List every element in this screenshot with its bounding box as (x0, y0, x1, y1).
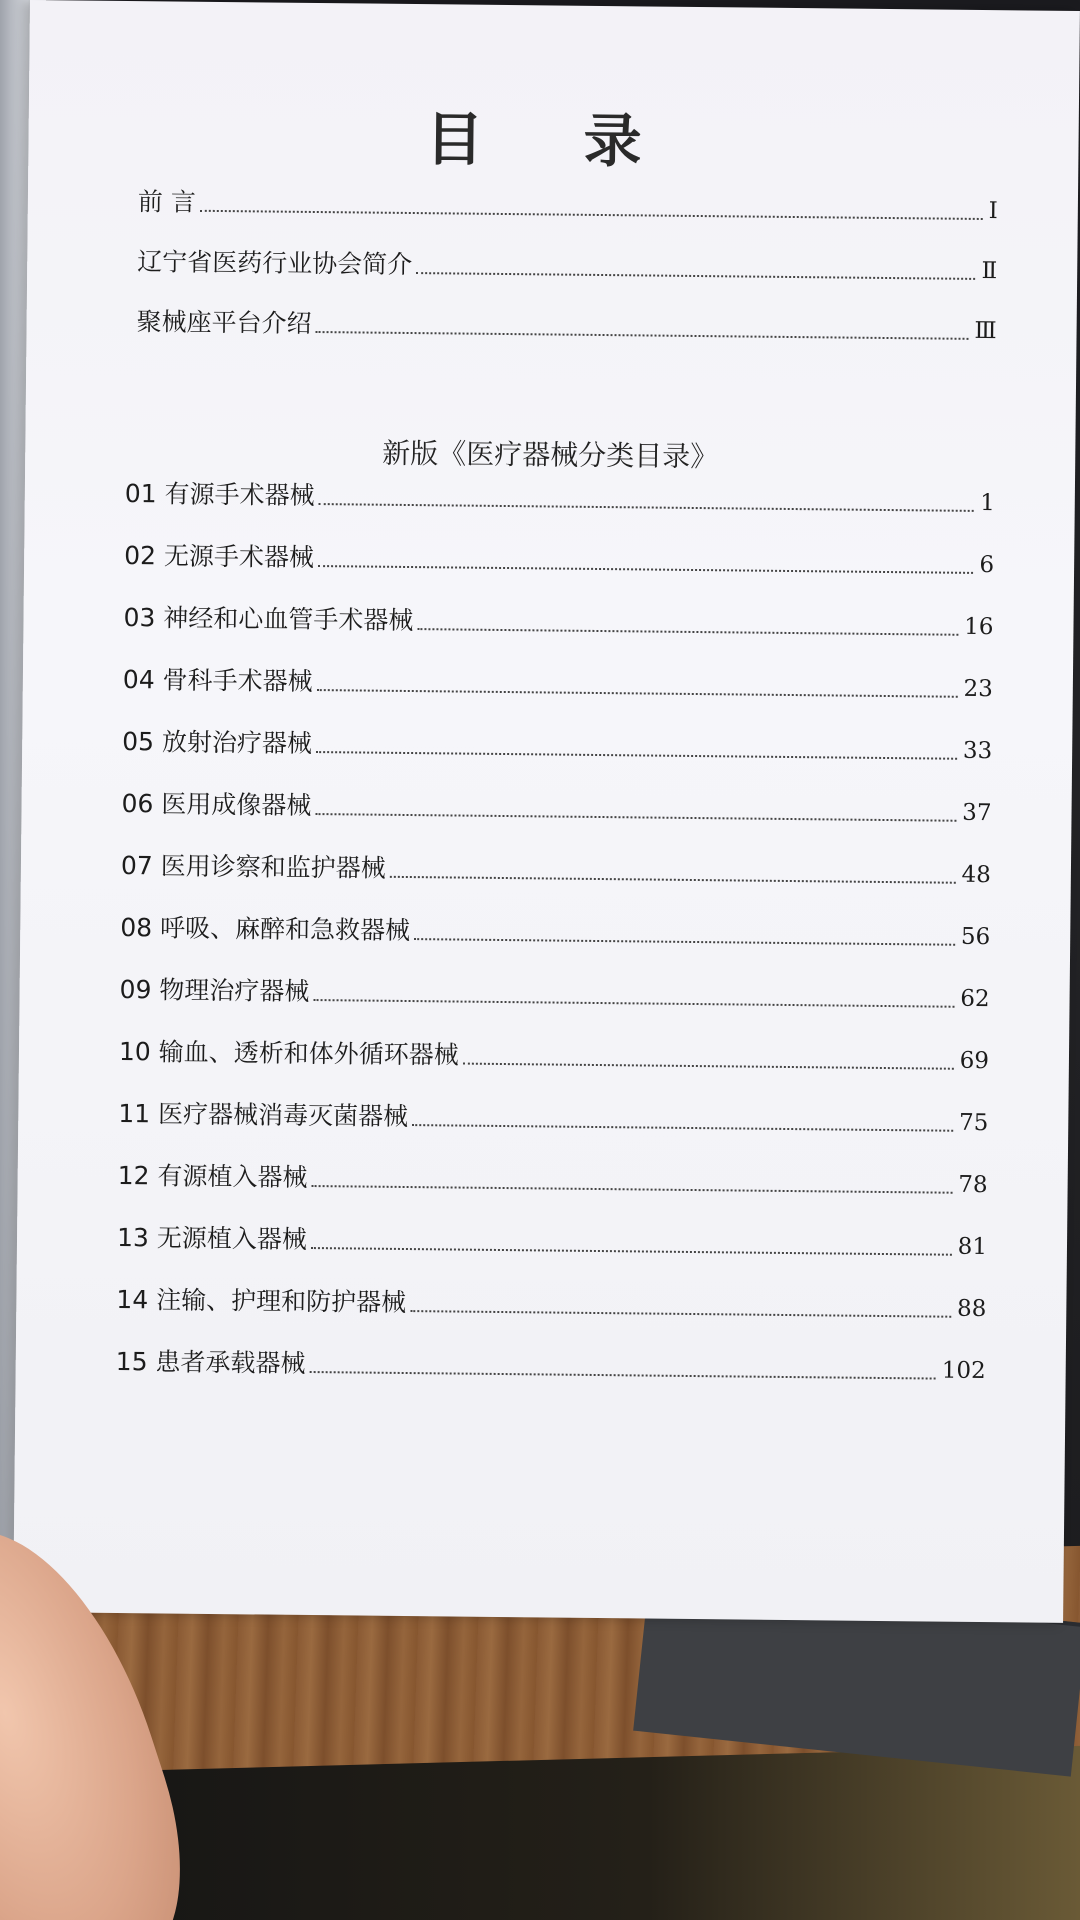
toc-row-14 (116, 1285, 986, 1324)
dot-leader (311, 1246, 952, 1256)
dot-leader (311, 1184, 952, 1194)
dot-leader (318, 564, 974, 574)
toc-row-page: Ⅰ (988, 198, 998, 225)
toc-row-15 (116, 1347, 986, 1386)
toc-row-06 (121, 789, 991, 828)
toc-row-08 (120, 913, 990, 952)
dot-leader (412, 1123, 953, 1132)
toc-row-page: 102 (941, 1357, 986, 1385)
toc-row-05 (122, 727, 992, 766)
toc-row-page: 56 (960, 923, 991, 951)
dot-leader (417, 627, 958, 636)
toc-row-page: 1 (980, 489, 995, 517)
toc-row-page: Ⅲ (974, 317, 997, 345)
toc-row-12 (118, 1161, 988, 1200)
toc-row-page: 75 (958, 1109, 989, 1137)
toc-row-13 (117, 1223, 987, 1262)
toc-row-label: 06 医用成像器械 (121, 789, 312, 820)
toc-row-label: 辽宁省医药行业协会简介 (137, 247, 413, 280)
dot-leader (200, 209, 983, 220)
toc-row-label: 15 患者承载器械 (115, 1346, 306, 1378)
toc-row-label: 12 有源植入器械 (117, 1160, 308, 1192)
catalog-section-title: 新版《医疗器械分类目录》 (382, 436, 719, 474)
toc-row-label: 09 物理治疗器械 (119, 974, 310, 1006)
toc-row-front-2 (137, 247, 997, 286)
toc-row-page: 78 (958, 1171, 988, 1199)
dot-leader (410, 1309, 951, 1318)
dot-leader (315, 812, 956, 822)
toc-row-label: 08 呼吸、麻醉和急救器械 (120, 912, 411, 946)
dot-leader (414, 937, 955, 946)
dot-leader (317, 688, 958, 698)
toc-row-label: 04 骨科手术器械 (122, 665, 313, 696)
dot-leader (390, 875, 956, 884)
dot-leader (316, 750, 957, 760)
dot-leader (416, 271, 975, 280)
toc-row-10 (119, 1037, 989, 1076)
toc-row-label: 13 无源植入器械 (116, 1222, 307, 1254)
toc-row-02 (124, 541, 994, 580)
toc-row-page: 69 (959, 1047, 990, 1075)
toc-title: 目 录 (425, 105, 683, 176)
dot-leader (318, 502, 974, 512)
toc-row-label: 01 有源手术器械 (124, 479, 315, 511)
toc-row-label: 02 无源手术器械 (124, 541, 315, 573)
dot-leader (316, 330, 969, 340)
toc-row-page: 6 (979, 551, 995, 579)
toc-row-page: 88 (956, 1295, 987, 1323)
toc-row-label: 07 医用诊察和监护器械 (120, 851, 386, 883)
toc-row-01 (125, 479, 995, 518)
toc-row-page: 33 (962, 737, 993, 765)
toc-row-label: 03 神经和心血管手术器械 (123, 603, 414, 636)
toc-row-page: 48 (961, 861, 992, 889)
toc-row-11 (118, 1099, 988, 1138)
toc-row-label: 10 输血、透析和体外循环器械 (118, 1036, 459, 1070)
toc-page (13, 0, 1080, 1623)
toc-row-label: 14 注输、护理和防护器械 (116, 1284, 407, 1318)
toc-row-page: 23 (963, 675, 993, 703)
toc-row-page: 62 (960, 985, 990, 1013)
toc-row-label: 前 言 (137, 187, 196, 217)
toc-row-front-3 (136, 307, 996, 346)
toc-row-front-1 (138, 187, 998, 226)
dot-leader (313, 998, 954, 1008)
toc-row-label: 聚械座平台介绍 (136, 307, 312, 338)
toc-row-07 (121, 851, 991, 890)
toc-row-03 (123, 603, 993, 642)
toc-row-label: 05 放射治疗器械 (122, 727, 313, 758)
toc-row-04 (123, 665, 993, 704)
dot-leader (463, 1062, 954, 1070)
toc-row-page: 37 (962, 799, 992, 827)
toc-row-page: 16 (964, 613, 994, 641)
toc-row-09 (119, 975, 989, 1014)
toc-row-label: 11 医疗器械消毒灭菌器械 (118, 1098, 409, 1132)
toc-row-page: 81 (957, 1233, 988, 1261)
dot-leader (309, 1370, 935, 1380)
toc-row-page: Ⅱ (981, 257, 998, 285)
